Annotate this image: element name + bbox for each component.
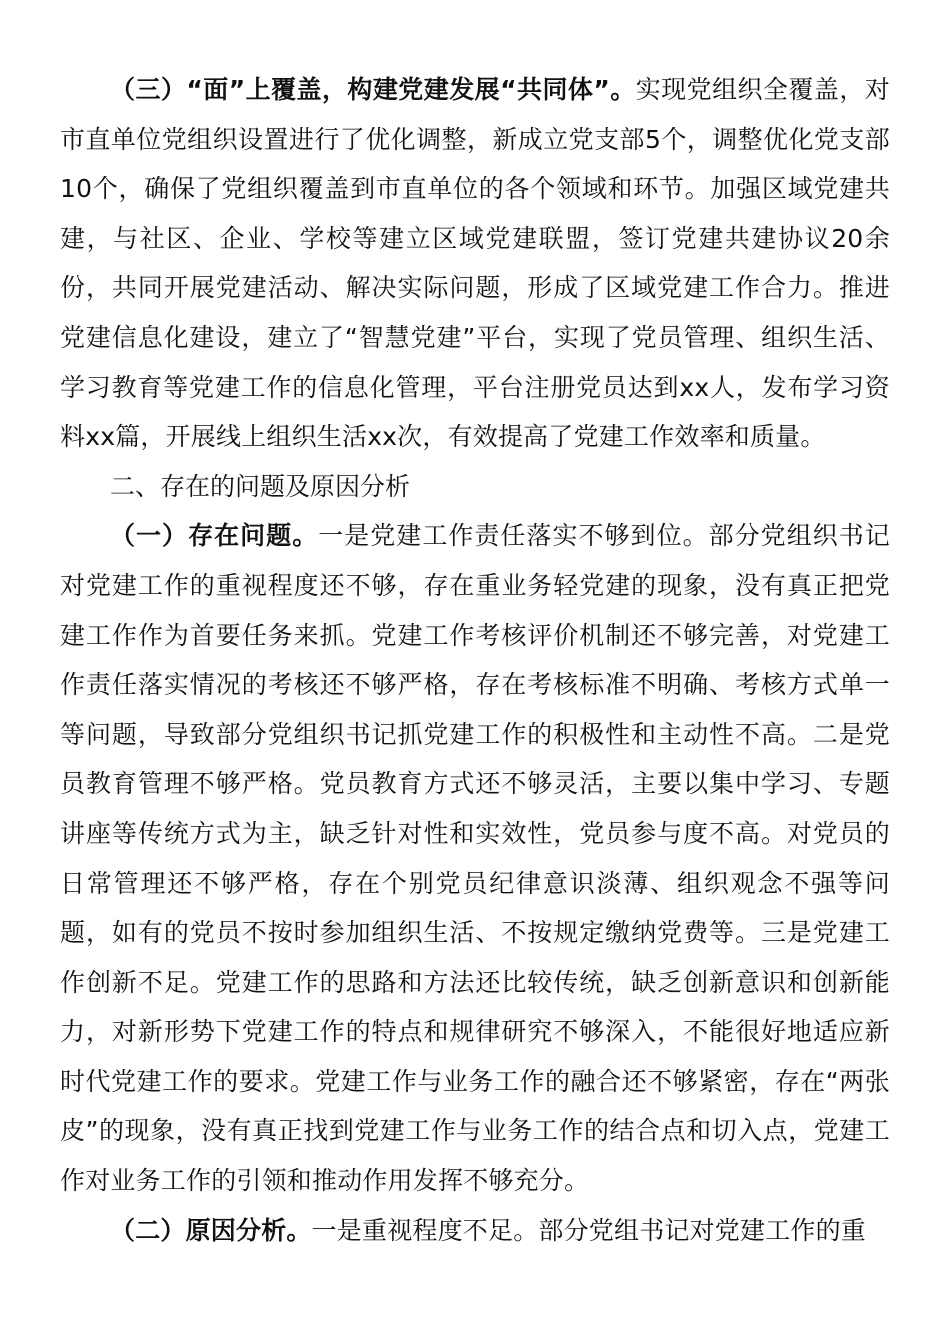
section-heading-2: 二、存在的问题及原因分析 [110,471,411,501]
paragraph-lead: （三）“面”上覆盖，构建党建发展“共同体”。 [110,75,636,104]
paragraph-body: 实现党组织全覆盖，对市直单位党组织设置进行了优化调整，新成立党支部5个，调整优化党支部10个，确保了党组织覆盖到市直单位的各个领域和环节。加强区域党建共建，与社区、企业、学校等建立区域党建联盟，签订党建共建协议20余份，共同开展党建活动、解决实际问题，形成了区域党建工作合力。推进党建信息化建设，建立了“智慧党建”平台，实现了党员管理、组织生活、学习教育等党建工作的信息化管理，平台注册党员达到xx人，发布学习资料xx篇，开展线上组织生活xx次，有效提高了党建工作效率和质量。 [60,75,890,452]
paragraph-section-3 [60,65,890,462]
paragraph-problems [60,511,890,1205]
paragraph-lead: （一）存在问题。 [110,521,319,551]
paragraph-lead: （二）原因分析。 [110,1215,312,1245]
paragraph-body: 一是重视程度不足。部分党组书记对党建工作的重 [311,1215,867,1245]
paragraph-body: 一是党建工作责任落实不够到位。部分党组织书记对党建工作的重视程度还不够，存在重业务轻党建的现象，没有真正把党建工作作为首要任务来抓。党建工作考核评价机制还不够完善，对党建工作责任落实情况的考核还不够严格，存在考核标准不明确、考核方式单一等问题，导致部分党组织书记抓党建工作的积极性和主动性不高。二是党员教育管理不够严格。党员教育方式还不够灵活，主要以集中学习、专题讲座等传统方式为主，缺乏针对性和实效性，党员参与度不高。对党员的日常管理还不够严格，存在个别党员纪律意识淡薄、组织观念不强等问题，如有的党员不按时参加组织生活、不按规定缴纳党费等。三是党建工作创新不足。党建工作的思路和方法还比较传统，缺乏创新意识和创新能力，对新形势下党建工作的特点和规律研究不够深入，不能很好地适应新时代党建工作的要求。党建工作与业务工作的融合还不够紧密，存在“两张皮”的现象，没有真正找到党建工作与业务工作的结合点和切入点，党建工作对业务工作的引领和推动作用发挥不够充分。 [60,521,890,1196]
document-page [60,65,890,1255]
paragraph-causes [60,1206,890,1256]
